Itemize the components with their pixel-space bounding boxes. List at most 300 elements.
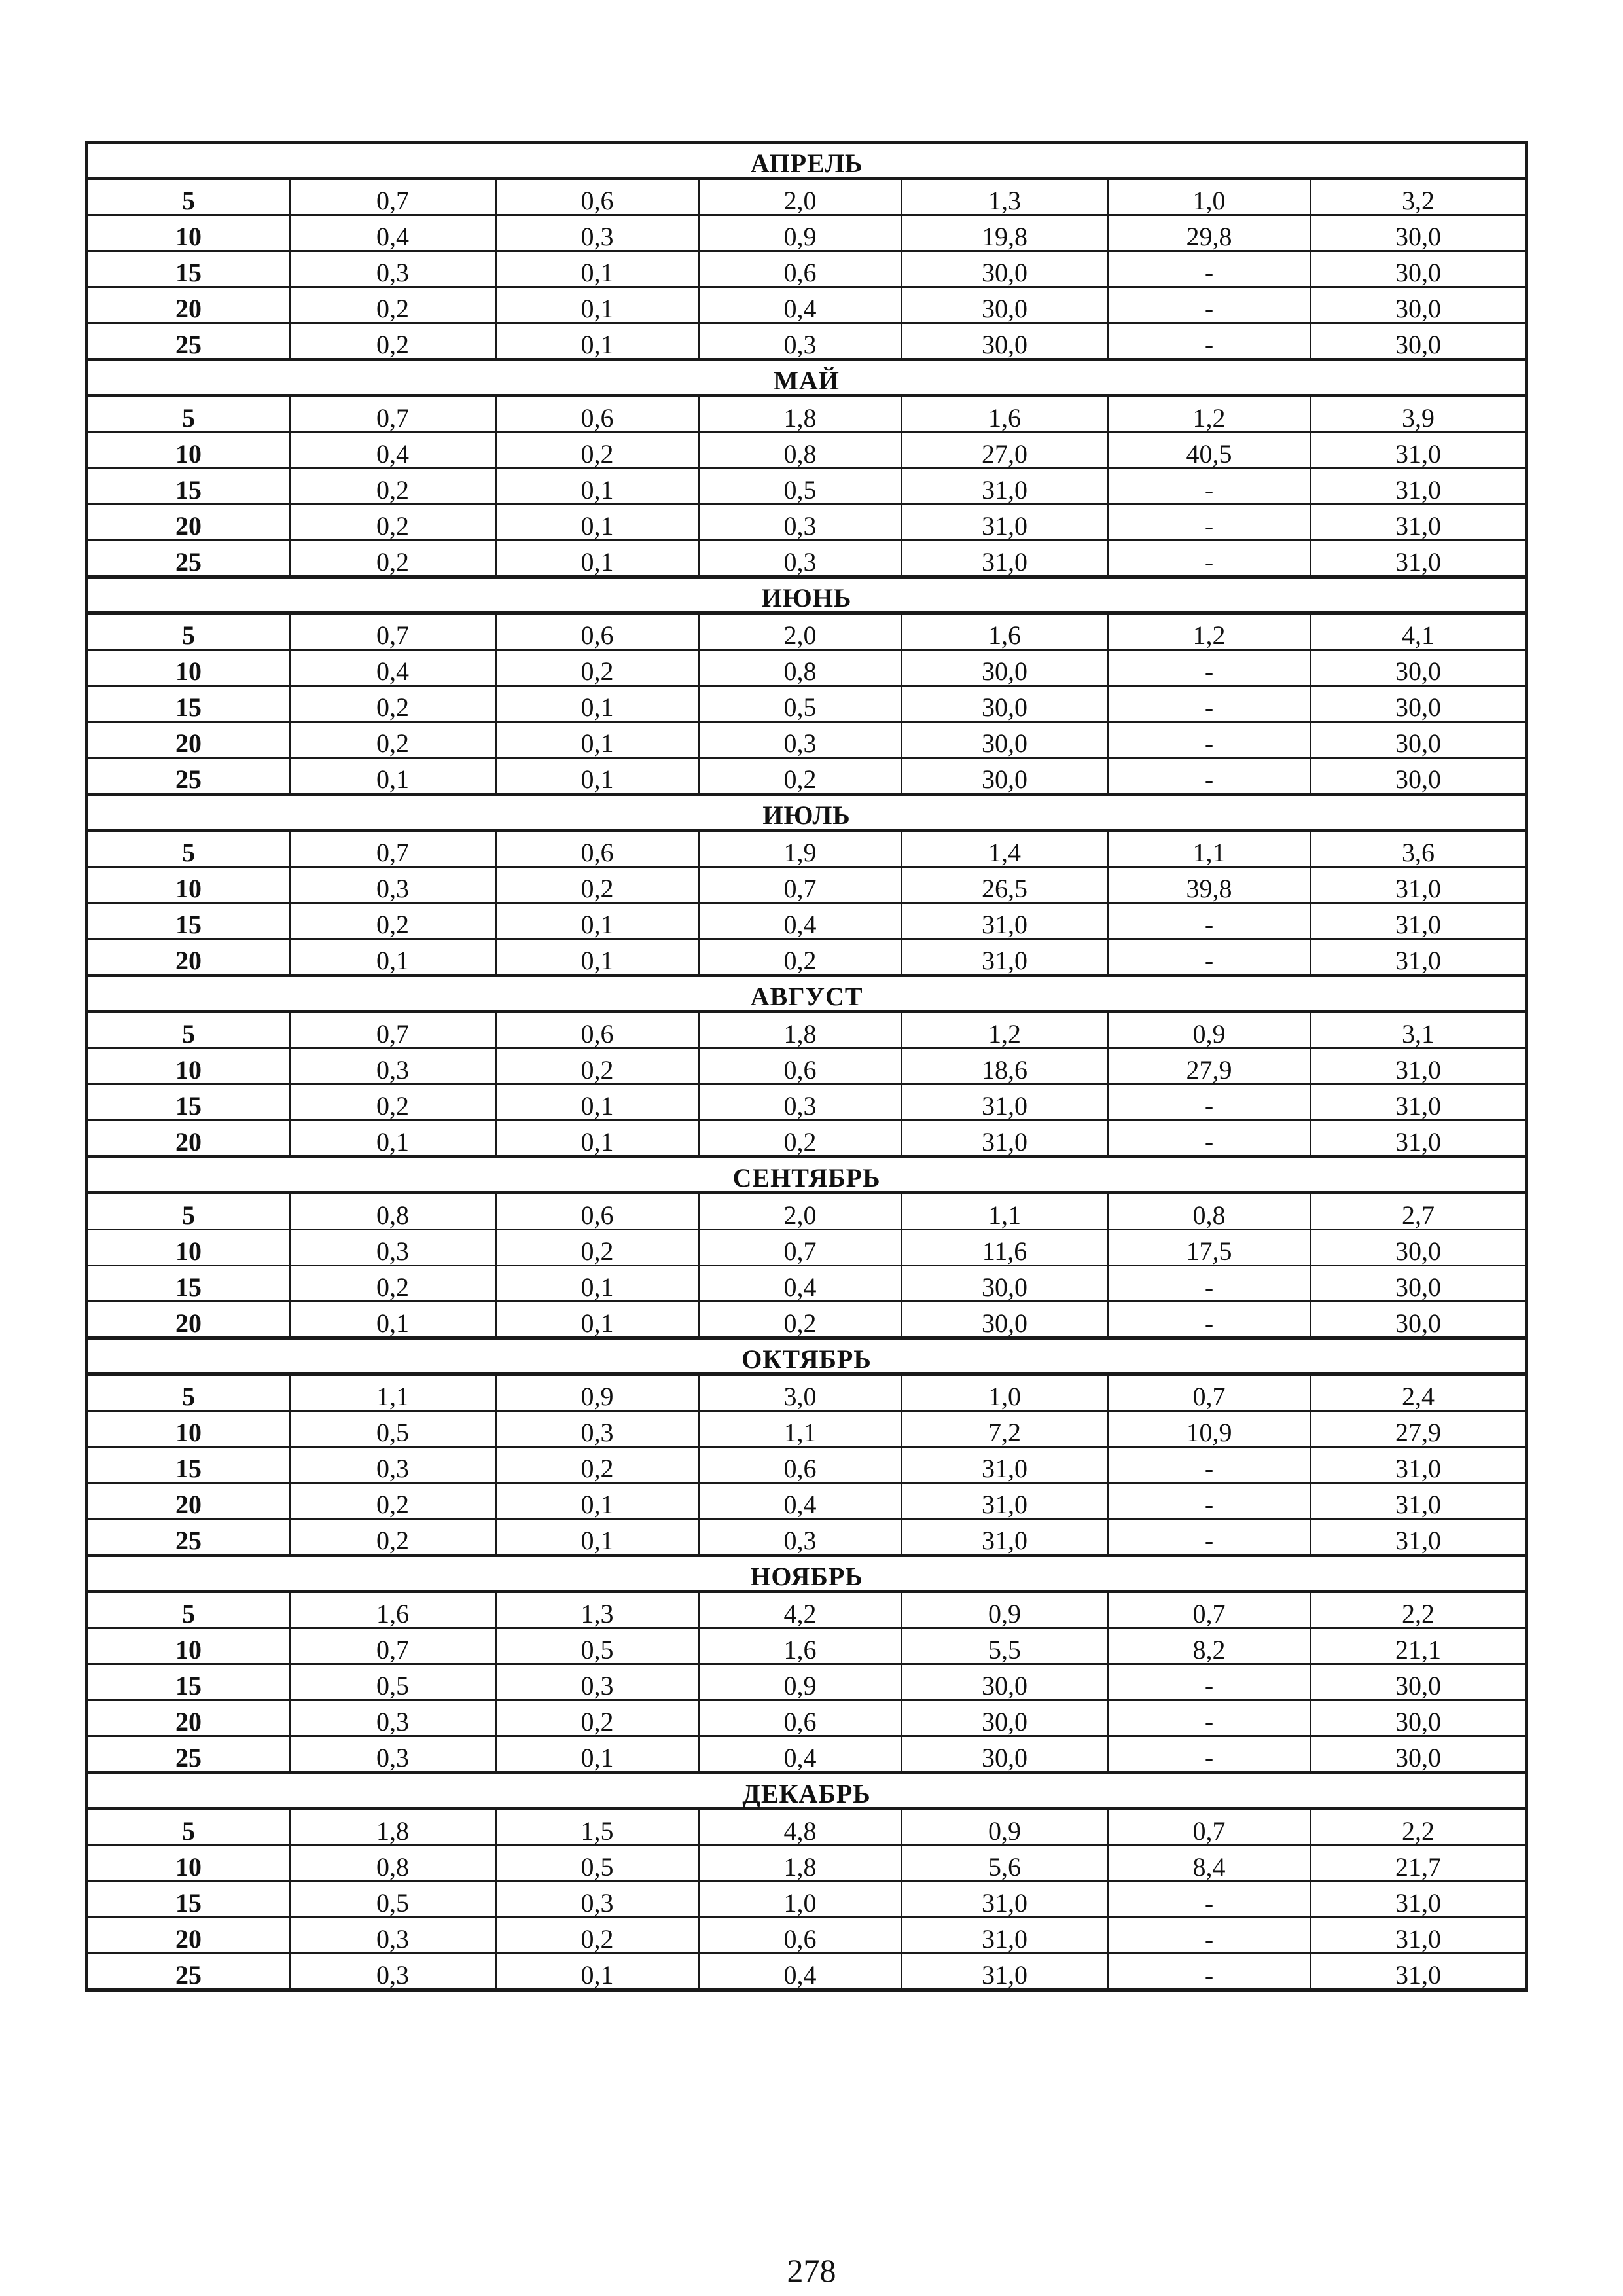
table-cell: 1,6 (699, 1628, 902, 1664)
table-cell: 30,0 (902, 251, 1108, 287)
table-cell: 2,7 (1311, 1193, 1527, 1230)
table-cell: 2,0 (699, 179, 902, 215)
table-cell: 0,4 (290, 433, 496, 469)
table-cell: 11,6 (902, 1230, 1108, 1266)
table-cell: - (1108, 1085, 1311, 1121)
table-cell: 0,4 (699, 1954, 902, 1990)
table-cell: 0,2 (496, 867, 699, 903)
table-cell: 0,1 (496, 686, 699, 722)
table-cell: 8,2 (1108, 1628, 1311, 1664)
table-cell: 31,0 (902, 1954, 1108, 1990)
table-cell: 0,6 (496, 613, 699, 650)
table-cell: 1,6 (902, 613, 1108, 650)
table-cell: 31,0 (1311, 1447, 1527, 1483)
table-cell: 3,6 (1311, 831, 1527, 867)
table-cell: 1,0 (902, 1374, 1108, 1411)
table-cell: 8,4 (1108, 1846, 1311, 1882)
table-cell: 21,1 (1311, 1628, 1527, 1664)
row-key: 25 (87, 1519, 290, 1556)
table-cell: 31,0 (1311, 433, 1527, 469)
table-cell: 30,0 (902, 1266, 1108, 1302)
table-row (87, 722, 1527, 758)
row-key: 25 (87, 323, 290, 360)
table-row (87, 215, 1527, 251)
table-cell: 0,1 (290, 939, 496, 976)
month-header-row (87, 1773, 1527, 1809)
month-title: ДЕКАБРЬ (87, 1773, 1527, 1809)
table-cell: 0,6 (496, 831, 699, 867)
table-cell: 0,1 (496, 251, 699, 287)
month-header-row (87, 1338, 1527, 1374)
row-key: 15 (87, 1447, 290, 1483)
table-cell: 2,4 (1311, 1374, 1527, 1411)
table-cell: - (1108, 758, 1311, 795)
table-cell: 1,8 (699, 396, 902, 433)
table-row (87, 1664, 1527, 1700)
table-cell: 1,2 (1108, 396, 1311, 433)
table-cell: 3,2 (1311, 179, 1527, 215)
row-key: 20 (87, 1483, 290, 1519)
table-body (87, 143, 1527, 1990)
table-row (87, 396, 1527, 433)
table-cell: 0,3 (290, 1918, 496, 1954)
table-cell: 0,2 (290, 1085, 496, 1121)
month-title: ИЮНЬ (87, 577, 1527, 613)
table-row (87, 613, 1527, 650)
row-key: 20 (87, 1700, 290, 1736)
row-key: 20 (87, 1302, 290, 1338)
row-key: 25 (87, 758, 290, 795)
table-cell: 2,0 (699, 1193, 902, 1230)
table-row (87, 1049, 1527, 1085)
table-cell: 4,2 (699, 1592, 902, 1628)
row-key: 10 (87, 1049, 290, 1085)
table-cell: 4,1 (1311, 613, 1527, 650)
table-cell: 0,2 (496, 1049, 699, 1085)
table-cell: 0,6 (699, 1918, 902, 1954)
table-cell: 0,2 (496, 650, 699, 686)
row-key: 5 (87, 831, 290, 867)
table-cell: - (1108, 939, 1311, 976)
table-cell: 0,7 (699, 1230, 902, 1266)
table-cell: 31,0 (902, 1121, 1108, 1157)
row-key: 20 (87, 287, 290, 323)
table-row (87, 433, 1527, 469)
table-cell: - (1108, 1918, 1311, 1954)
table-cell: 30,0 (1311, 758, 1527, 795)
table-cell: - (1108, 1121, 1311, 1157)
table-row (87, 831, 1527, 867)
table-cell: 26,5 (902, 867, 1108, 903)
table-row (87, 686, 1527, 722)
table-cell: 31,0 (1311, 903, 1527, 939)
table-cell: 0,3 (290, 1700, 496, 1736)
table-cell: 39,8 (1108, 867, 1311, 903)
table-cell: 1,3 (902, 179, 1108, 215)
table-row (87, 1266, 1527, 1302)
table-cell: 0,4 (699, 903, 902, 939)
table-cell: 30,0 (902, 287, 1108, 323)
table-cell: 0,8 (699, 650, 902, 686)
table-cell: 0,2 (290, 903, 496, 939)
table-row (87, 1193, 1527, 1230)
table-cell: 0,6 (699, 1049, 902, 1085)
table-row (87, 903, 1527, 939)
table-cell: 0,2 (496, 433, 699, 469)
table-cell: 0,7 (290, 179, 496, 215)
table-cell: 10,9 (1108, 1411, 1311, 1447)
table-cell: 30,0 (1311, 251, 1527, 287)
table-cell: 0,4 (290, 215, 496, 251)
table-cell: 2,2 (1311, 1809, 1527, 1846)
table-cell: 0,7 (290, 613, 496, 650)
table-row (87, 1954, 1527, 1990)
table-cell: 0,2 (496, 1700, 699, 1736)
month-header-row (87, 795, 1527, 831)
table-cell: 3,0 (699, 1374, 902, 1411)
table-cell: - (1108, 1302, 1311, 1338)
table-cell: 31,0 (902, 1447, 1108, 1483)
table-cell: 18,6 (902, 1049, 1108, 1085)
row-key: 20 (87, 939, 290, 976)
table-cell: 4,8 (699, 1809, 902, 1846)
table-cell: 1,0 (699, 1882, 902, 1918)
table-cell: 2,2 (1311, 1592, 1527, 1628)
table-row (87, 179, 1527, 215)
table-cell: 31,0 (902, 469, 1108, 505)
table-cell: - (1108, 541, 1311, 577)
table-cell: 0,4 (290, 650, 496, 686)
table-cell: 31,0 (1311, 867, 1527, 903)
row-key: 20 (87, 1121, 290, 1157)
table-cell: 0,1 (496, 1266, 699, 1302)
month-header-row (87, 1556, 1527, 1592)
month-title: МАЙ (87, 360, 1527, 396)
table-row (87, 469, 1527, 505)
table-row (87, 1592, 1527, 1628)
table-row (87, 1447, 1527, 1483)
table-cell: 0,1 (496, 1121, 699, 1157)
table-cell: - (1108, 1954, 1311, 1990)
table-cell: 0,5 (699, 686, 902, 722)
table-cell: 0,1 (290, 1302, 496, 1338)
table-cell: 0,1 (496, 903, 699, 939)
table-cell: 3,1 (1311, 1012, 1527, 1049)
row-key: 20 (87, 722, 290, 758)
table-row (87, 758, 1527, 795)
table-cell: - (1108, 1882, 1311, 1918)
table-cell: 31,0 (902, 939, 1108, 976)
table-cell: 30,0 (902, 1664, 1108, 1700)
table-cell: 0,1 (290, 1121, 496, 1157)
table-cell: 0,1 (496, 758, 699, 795)
table-row (87, 650, 1527, 686)
table-cell: 0,5 (290, 1882, 496, 1918)
table-cell: 0,2 (699, 1121, 902, 1157)
table-cell: 31,0 (1311, 939, 1527, 976)
table-cell: 30,0 (1311, 215, 1527, 251)
table-cell: 0,2 (290, 287, 496, 323)
table-cell: - (1108, 1664, 1311, 1700)
row-key: 10 (87, 433, 290, 469)
table-cell: 1,6 (902, 396, 1108, 433)
table-cell: 0,1 (496, 1085, 699, 1121)
table-cell: 30,0 (902, 1736, 1108, 1773)
table-cell: 30,0 (1311, 686, 1527, 722)
table-cell: 0,9 (699, 1664, 902, 1700)
table-cell: 0,3 (290, 1736, 496, 1773)
table-row (87, 287, 1527, 323)
table-cell: 27,0 (902, 433, 1108, 469)
table-cell: 30,0 (1311, 1266, 1527, 1302)
table-row (87, 1846, 1527, 1882)
table-cell: 0,7 (290, 1628, 496, 1664)
row-key: 15 (87, 686, 290, 722)
row-key: 15 (87, 1664, 290, 1700)
table-cell: 31,0 (902, 1519, 1108, 1556)
table-cell: 0,6 (699, 1447, 902, 1483)
table-cell: 0,6 (496, 396, 699, 433)
month-header-row (87, 360, 1527, 396)
table-row (87, 1230, 1527, 1266)
table-cell: 0,9 (1108, 1012, 1311, 1049)
table-cell: 30,0 (1311, 1302, 1527, 1338)
table-cell: - (1108, 722, 1311, 758)
table-cell: 0,3 (496, 1664, 699, 1700)
table-row (87, 1121, 1527, 1157)
table-row (87, 1519, 1527, 1556)
table-cell: 0,8 (290, 1193, 496, 1230)
table-cell: 0,9 (902, 1592, 1108, 1628)
table-cell: 0,8 (1108, 1193, 1311, 1230)
table-cell: 31,0 (1311, 541, 1527, 577)
month-title: ОКТЯБРЬ (87, 1338, 1527, 1374)
row-key: 15 (87, 1882, 290, 1918)
table-cell: 30,0 (902, 686, 1108, 722)
table-cell: - (1108, 323, 1311, 360)
table-row (87, 1918, 1527, 1954)
table-cell: 0,4 (699, 1736, 902, 1773)
table-cell: 0,3 (496, 1882, 699, 1918)
table-cell: 3,9 (1311, 396, 1527, 433)
month-title: СЕНТЯБРЬ (87, 1157, 1527, 1193)
table-cell: 31,0 (1311, 469, 1527, 505)
table-cell: 31,0 (1311, 1121, 1527, 1157)
table-cell: 31,0 (902, 1483, 1108, 1519)
month-header-row (87, 1157, 1527, 1193)
table-cell: 0,6 (699, 1700, 902, 1736)
table-cell: 0,6 (496, 1012, 699, 1049)
table-cell: 0,2 (290, 1483, 496, 1519)
table-cell: 31,0 (1311, 1085, 1527, 1121)
table-cell: 31,0 (1311, 1954, 1527, 1990)
table-row (87, 1302, 1527, 1338)
table-cell: 0,7 (1108, 1374, 1311, 1411)
table-cell: 0,1 (496, 722, 699, 758)
table-cell: 0,1 (290, 758, 496, 795)
table-cell: 1,8 (290, 1809, 496, 1846)
table-cell: 0,7 (1108, 1809, 1311, 1846)
table-row (87, 1628, 1527, 1664)
table-cell: 0,1 (496, 323, 699, 360)
table-cell: - (1108, 1483, 1311, 1519)
table-cell: - (1108, 1266, 1311, 1302)
row-key: 15 (87, 469, 290, 505)
table-cell: 0,8 (699, 433, 902, 469)
table-cell: 1,8 (699, 1846, 902, 1882)
table-cell: 31,0 (902, 1882, 1108, 1918)
table-cell: 29,8 (1108, 215, 1311, 251)
table-cell: 30,0 (1311, 650, 1527, 686)
table-cell: 0,5 (290, 1411, 496, 1447)
table-row (87, 1012, 1527, 1049)
table-cell: 0,5 (290, 1664, 496, 1700)
table-cell: 1,2 (902, 1012, 1108, 1049)
table-cell: - (1108, 1519, 1311, 1556)
table-cell: 30,0 (902, 323, 1108, 360)
page-number: 278 (787, 2252, 836, 2289)
table-cell: 5,6 (902, 1846, 1108, 1882)
table-cell: 1,2 (1108, 613, 1311, 650)
table-cell: 0,1 (496, 287, 699, 323)
row-key: 10 (87, 867, 290, 903)
table-cell: 0,2 (699, 758, 902, 795)
row-key: 10 (87, 650, 290, 686)
table-cell: 5,5 (902, 1628, 1108, 1664)
table-cell: 0,3 (290, 1447, 496, 1483)
table-cell: 0,3 (290, 1049, 496, 1085)
table-cell: 0,3 (290, 1230, 496, 1266)
row-key: 25 (87, 1736, 290, 1773)
table-cell: 0,1 (496, 1736, 699, 1773)
table-cell: 0,2 (290, 1519, 496, 1556)
table-row (87, 1374, 1527, 1411)
row-key: 15 (87, 1266, 290, 1302)
month-header-row (87, 143, 1527, 179)
table-cell: 31,0 (902, 1918, 1108, 1954)
row-key: 5 (87, 1012, 290, 1049)
table-cell: 31,0 (902, 505, 1108, 541)
row-key: 20 (87, 1918, 290, 1954)
table-cell: 0,3 (699, 505, 902, 541)
table-cell: 0,3 (699, 323, 902, 360)
table-cell: - (1108, 251, 1311, 287)
month-title: НОЯБРЬ (87, 1556, 1527, 1592)
table-row (87, 505, 1527, 541)
row-key: 25 (87, 1954, 290, 1990)
table-row (87, 1736, 1527, 1773)
month-title: АПРЕЛЬ (87, 143, 1527, 179)
table-cell: 1,5 (496, 1809, 699, 1846)
table-cell: 0,3 (699, 541, 902, 577)
table-cell: 0,5 (699, 469, 902, 505)
row-key: 10 (87, 215, 290, 251)
table-cell: 0,5 (496, 1628, 699, 1664)
table-cell: 30,0 (1311, 1230, 1527, 1266)
row-key: 10 (87, 1628, 290, 1664)
table-row (87, 323, 1527, 360)
table-cell: 0,1 (496, 469, 699, 505)
table-cell: 0,4 (699, 1266, 902, 1302)
row-key: 15 (87, 903, 290, 939)
table-cell: 0,1 (496, 1483, 699, 1519)
table-cell: 0,2 (290, 505, 496, 541)
row-key: 5 (87, 396, 290, 433)
table-cell: 0,6 (496, 1193, 699, 1230)
table-row (87, 1483, 1527, 1519)
table-cell: 31,0 (1311, 1483, 1527, 1519)
table-cell: 31,0 (902, 903, 1108, 939)
table-cell: 30,0 (902, 758, 1108, 795)
table-cell: 31,0 (1311, 1049, 1527, 1085)
table-cell: - (1108, 686, 1311, 722)
table-cell: 0,6 (699, 251, 902, 287)
table-cell: 1,4 (902, 831, 1108, 867)
table-cell: - (1108, 1700, 1311, 1736)
table-cell: 31,0 (902, 541, 1108, 577)
table-cell: 0,3 (496, 215, 699, 251)
table-cell: 0,1 (496, 1954, 699, 1990)
table-cell: 0,1 (496, 939, 699, 976)
table-row (87, 939, 1527, 976)
table-cell: 0,7 (699, 867, 902, 903)
table-cell: - (1108, 287, 1311, 323)
month-header-row (87, 976, 1527, 1012)
row-key: 15 (87, 251, 290, 287)
table-cell: 0,1 (496, 1519, 699, 1556)
monthly-data-table (85, 141, 1528, 1992)
table-cell: 30,0 (1311, 1700, 1527, 1736)
table-cell: 31,0 (1311, 1519, 1527, 1556)
table-cell: 31,0 (1311, 1882, 1527, 1918)
table-cell: - (1108, 650, 1311, 686)
table-cell: - (1108, 505, 1311, 541)
table-cell: 17,5 (1108, 1230, 1311, 1266)
table-cell: 30,0 (902, 1700, 1108, 1736)
table-cell: 0,1 (496, 1302, 699, 1338)
table-cell: 0,3 (496, 1411, 699, 1447)
row-key: 20 (87, 505, 290, 541)
table-cell: 31,0 (1311, 1918, 1527, 1954)
table-cell: 31,0 (902, 1085, 1108, 1121)
table-row (87, 1411, 1527, 1447)
table-cell: 0,7 (290, 396, 496, 433)
table-cell: 1,3 (496, 1592, 699, 1628)
table-row (87, 1809, 1527, 1846)
table-cell: 30,0 (1311, 1664, 1527, 1700)
table-cell: 1,1 (1108, 831, 1311, 867)
table-cell: 0,3 (290, 251, 496, 287)
row-key: 5 (87, 1592, 290, 1628)
table-cell: 30,0 (902, 722, 1108, 758)
table-cell: 0,2 (699, 939, 902, 976)
table-cell: 0,2 (290, 1266, 496, 1302)
row-key: 10 (87, 1846, 290, 1882)
table-cell: 0,3 (699, 1519, 902, 1556)
table-cell: 30,0 (1311, 287, 1527, 323)
table-cell: 0,9 (496, 1374, 699, 1411)
table-cell: 30,0 (902, 650, 1108, 686)
table-cell: 0,2 (290, 541, 496, 577)
table-cell: 0,3 (290, 1954, 496, 1990)
table-cell: 0,7 (290, 1012, 496, 1049)
table-cell: 0,9 (902, 1809, 1108, 1846)
table-cell: - (1108, 1736, 1311, 1773)
monthly-data-table-container (85, 141, 1525, 1992)
row-key: 10 (87, 1411, 290, 1447)
table-cell: 1,1 (290, 1374, 496, 1411)
table-cell: 27,9 (1108, 1049, 1311, 1085)
